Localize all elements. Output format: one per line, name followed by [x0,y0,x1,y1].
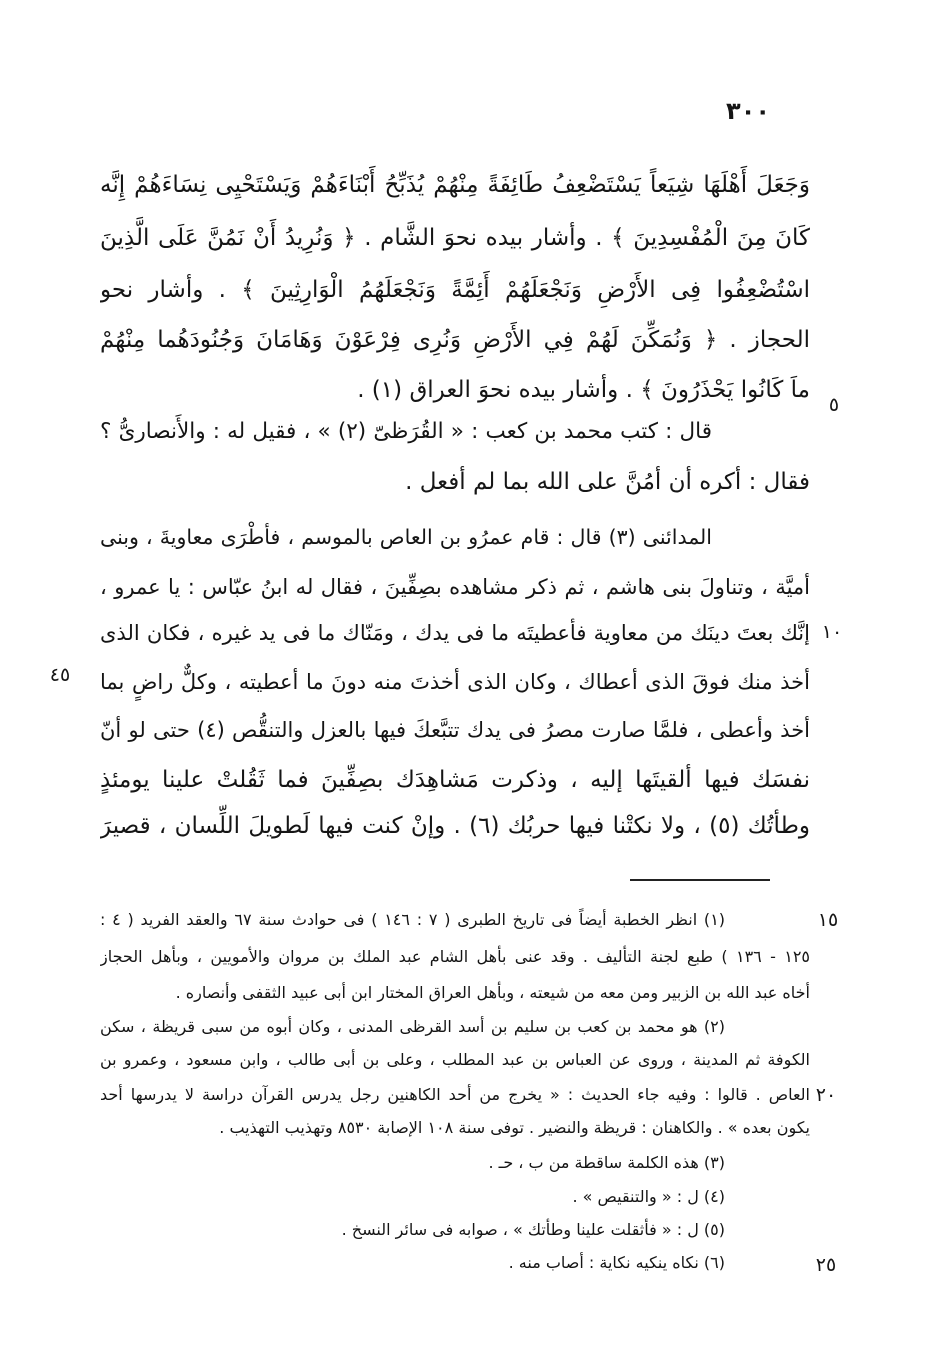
footnote-line: (٣) هذه الكلمة ساقطة من ب ، حـ . [488,1153,725,1172]
footnote-divider [630,879,770,881]
footnote-line: يكون بعده » . والكاهنان : قريظة والنضير . توفى سنة ١٠٨ الإصابة ٨٥٣٠ وتهذيب التهذيب . [219,1118,810,1137]
body-line: أخذ منك فوقَ الذى أعطاك ، وكان الذى أخذتَ منه دونَ ما أعطيته ، وكلٌّ راضٍ بما [100,670,810,694]
line-number: ٥ [828,394,840,416]
body-line: اسْتُضْعِفُوا فِى الأَرْضِ وَنَجْعَلَهُمْ أَئِمَّةً وَنَجْعَلَهُمُ الْوَارِثِينَ ﴾ . وأشار نحو [100,277,810,303]
body-line: وَجَعَلَ أَهْلَهَا شِيَعاً يَسْتَضْعِفُ طَائِفَةً مِنْهُمْ يُذَبِّحُ أَبْنَاءَهُمْ وَيَسْتَحْيِى نِسَاءَهُمْ إِنَّه [100,172,810,198]
line-number: ٢٠ [815,1084,837,1106]
folio-margin-number: ٤٥ [49,664,71,686]
footnote-line: (٤) ل : « والتنقيص » . [572,1187,725,1206]
page-number: ٣٠٠ [726,97,770,125]
footnote-line: (٦) نكاه ينكيه نكاية : أصاب منه . [508,1253,725,1272]
footnote-line: الكوفة ثم المدينة ، وروى عن العباس بن عبد المطلب ، وعلى بن أبى طالب ، وابن مسعود ، وعمرو بن [100,1050,810,1069]
line-number: ٢٥ [815,1254,837,1276]
body-line: قال : كتب محمد بن كعب : « القُرَظىّ (٢) » ، فقيل له : والأَنصارىُّ ؟ [100,419,712,444]
body-line: نفسَك فيها ألقيتَها إليه ، وذكرت مَشاهِدَك بصِفِّينَ فما ثَقُلتْ علينا يومئذٍ [100,767,810,793]
footnote-line: (١) انظر الخطبة أيضاً فى تاريخ الطبرى ( ٧ : ١٤٦ ) فى حوادث سنة ٦٧ والعقد الفريد ( ٤ : [100,910,726,929]
footnote-line: (٢) هو محمد بن كعب بن سليم بن أسد القرظى المدنى ، وكان أبوه من سبى قريظة ، سكن [100,1017,725,1036]
body-line: ماَ كَانُوا يَحْذَرُونَ ﴾ . وأشار بيده نحوَ العراق (١) . [357,377,810,403]
footnote-line: (٥) ل : « فأثقلت علينا وطأتك » ، صوابه فى سائر النسخ . [341,1220,725,1239]
line-number: ١٠ [821,621,843,643]
body-line: أميَّة ، وتناولَ بنى هاشم ، ثم ذكر مشاهده بصِفِّينَ ، فقال له ابنُ عبّاس : يا عمرو ، [100,575,810,599]
body-line: فقال : أكره أن أمُنَّ على الله بما لم أفعل . [405,469,810,495]
body-line: كَانَ مِنَ الْمُفْسِدِينَ ﴾ . وأشار بيده نحوَ الشَّام . ﴿ وَنُرِيدُ أَنْ نَمُنَّ عَلَى الَّذِينَ [100,225,810,251]
body-line: وطأتُك (٥) ، ولا نكتْنا فيها حربُك (٦) . وإنْ كنت فيها لَطويلَ اللِّسان ، قصيرَ [100,813,810,839]
body-line: الحجاز . ﴿ وَنُمَكِّنَ لَهُمْ فِي الأَرْضِ وَنُرِى فِرْعَوْنَ وَهَامَانَ وَجُنُودَهُما مِنْهُمْ [100,327,810,353]
body-line: إنَّك بعتَ دينَك من معاوية فأعطيتَه ما فى يدك ، ومَنّاك ما فى يد غيره ، فكان الذى [100,621,810,645]
footnote-line: ١٢٥ - ١٣٦ ) طبع لجنة التأليف . وقد عنى بأهل الشام عبد الملك بن مروان والأمويين ، وبأهل الحجاز [100,947,810,966]
body-line: أخذ وأعطى ، فلمَّا صارت مصرُ فى يدك تتبَّعكَ فيها بالعزل والتنقُّص (٤) حتى لو أنّ [100,718,810,742]
footnote-line: أخاه عبد الله بن الزبير ومن معه من شيعته ، وبأهل العراق المختار ابن أبى عبيد الثقفى وأنصاره . [175,983,810,1002]
body-line: المدائنى (٣) قال : قام عمرُو بن العاص بالموسم ، فأطْرَى معاويةَ ، وبنى [100,525,712,549]
footnote-line: العاص . قالوا : وفيه جاء الحديث : « يخرج من أحد الكاهنين رجل يدرس القرآن دراسة لا يدرسها أحد [100,1085,810,1104]
line-number: ١٥ [817,909,839,931]
